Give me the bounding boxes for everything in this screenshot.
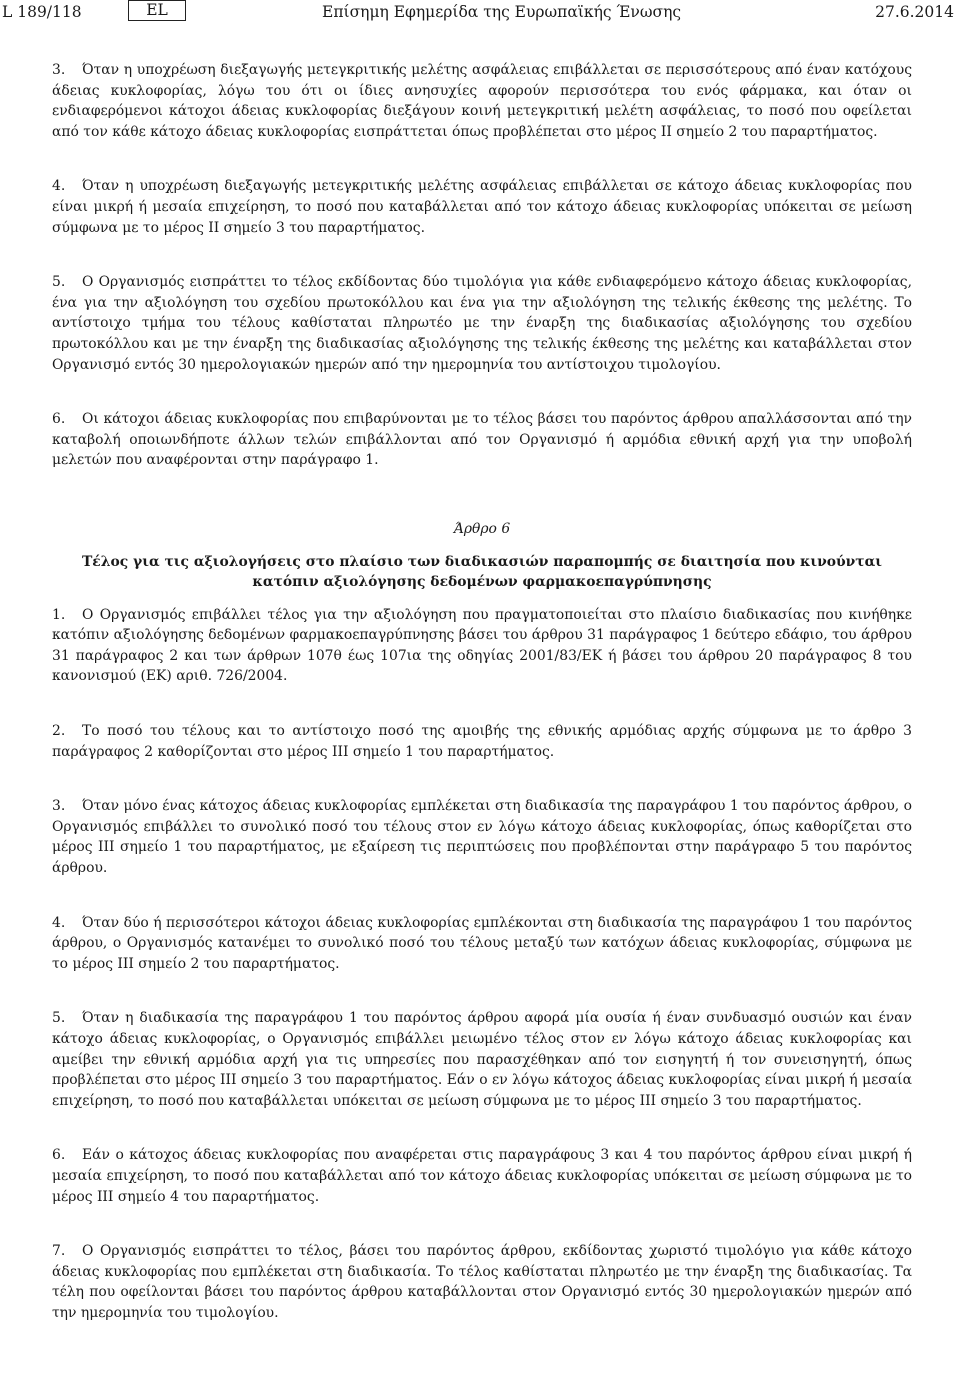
article-paragraph-4 (52, 913, 912, 975)
publication-date: 27.6.2014 (875, 3, 954, 21)
paragraph-number: 5. (52, 1010, 66, 1027)
article-paragraph-2 (52, 721, 912, 762)
journal-title: Επίσημη Εφημερίδα της Ευρωπαϊκής Ένωσης (322, 3, 682, 21)
paragraph-number: 7. (52, 1243, 66, 1260)
article-paragraph-1 (52, 605, 912, 687)
article-paragraph-3 (52, 796, 912, 878)
paragraph-number: 4. (52, 914, 66, 931)
paragraph-text: Όταν η υποχρέωση διεξαγωγής μετεγκριτικής μελέτης ασφάλειας επιβάλλεται σε περισσότερους από έναν κατόχους άδειας κυκλοφορίας, λόγω του ότι οι ίδιες ανησυχίες αφορούν περισσότερα του ενός φάρμακα, και όταν οι ενδιαφερόμενοι κάτοχοι άδειας κυκλοφορίας διεξάγουν κοινή μετεγκριτική μελέτη ασφάλειας, το ποσό που οφείλεται από τον κάθε κάτοχο άδειας κυκλοφορίας εισπράττεται όπως προβλέπεται στο μέρος II σημείο 2 του παραρτήματος. (52, 62, 912, 140)
paragraph-number: 6. (52, 411, 66, 428)
paragraph-4 (52, 176, 912, 238)
paragraph-number: 5. (52, 274, 66, 291)
paragraph-text: Όταν μόνο ένας κάτοχος άδειας κυκλοφορίας εμπλέκεται στη διαδικασία της παραγράφου 1 του παρόντος άρθρου, ο Οργανισμός επιβάλλει το συνολικό ποσό του τέλους στον εν λόγω κάτοχο άδειας κυκλοφορίας, όπως καθορίζεται στο μέρος III σημείο 1 του παραρτήματος, με εξαίρεση τις περιπτώσεις που προβλέπονται στην παράγραφο 5 του παρόντος άρθρου. (52, 798, 912, 877)
paragraph-number: 3. (52, 62, 66, 78)
page-header (0, 0, 960, 32)
paragraph-text: Όταν δύο ή περισσότεροι κάτοχοι άδειας κυκλοφορίας εμπλέκονται στη διαδικασία της παραγράφου 1 του παρόντος άρθρου, ο Οργανισμός κατανέμει το συνολικό ποσό του τέλους μεταξύ των κατόχων άδειας κυκλοφορίας, σύμφωνα με το μέρος III σημείο 2 του παραρτήματος. (52, 914, 912, 972)
document-body (52, 60, 912, 1324)
language-badge: EL (128, 0, 186, 21)
paragraph-text: Ο Οργανισμός επιβάλλει τέλος για την αξιολόγηση που πραγματοποιείται στο πλαίσιο διαδικασίας που κινήθηκε κατόπιν αξιολόγησης δεδομένων φαρμακοεπαγρύπνησης βάσει του άρθρου 31 παράγραφος 1 δεύτερο εδάφιο, του άρθρου 31 παράγραφος 2 και των άρθρων 107θ έως 107ια της οδηγίας 2001/83/ΕΚ ή βάσει του άρθρου 20 παράγραφος 8 του κανονισμού (ΕΚ) αριθ. 726/2004. (52, 606, 912, 685)
article-paragraph-5 (52, 1008, 912, 1111)
paragraph-text: Το ποσό του τέλους και το αντίστοιχο ποσό της αμοιβής της εθνικής αρμόδιας αρχής σύμφωνα με το άρθρο 3 παράγραφος 2 καθορίζονται στο μέρος III σημείο 1 του παραρτήματος. (52, 723, 912, 760)
paragraph-number: 3. (52, 798, 66, 815)
article-label: Άρθρο 6 (453, 520, 511, 537)
paragraph-text: Ο Οργανισμός εισπράττει το τέλος, βάσει του παρόντος άρθρου, εκδίδοντας χωριστό τιμολόγιο για κάθε κάτοχο άδειας κυκλοφορίας που εμπλέκεται στη διαδικασία. Το τέλος καθίσταται πληρωτέο με την έναρξη της διαδικασίας. Τα τέλη που οφείλονται βάσει του παρόντος άρθρου καταβάλλονται στον Οργανισμό εντός 30 ημερολογιακών ημερών από την ημερομηνία του τιμολογίου. (52, 1243, 912, 1321)
paragraph-text: Όταν η υποχρέωση διεξαγωγής μετεγκριτικής μελέτης ασφάλειας επιβάλλεται σε κάτοχο άδειας κυκλοφορίας που είναι μικρή ή μεσαία επιχείρηση, το ποσό που καταβάλλεται από τον κάτοχο άδειας κυκλοφορίας υπόκειται σε μείωση σύμφωνα με το μέρος II σημείο 3 του παραρτήματος. (52, 178, 912, 236)
paragraph-number: 2. (52, 723, 66, 740)
paragraph-number: 1. (52, 606, 66, 623)
paragraph-6 (52, 409, 912, 471)
page-reference: L 189/118 (2, 3, 82, 21)
paragraph-3 (52, 60, 912, 142)
article-paragraph-6 (52, 1145, 912, 1207)
article-heading: Τέλος για τις αξιολογήσεις στο πλαίσιο των διαδικασιών παραπομπής σε διαιτησία που κινούνται κατόπιν αξιολόγησης δεδομένων φαρμακοεπαγρύπνησης (81, 553, 883, 591)
paragraph-number: 6. (52, 1147, 66, 1164)
article-paragraph-7 (52, 1241, 912, 1323)
paragraph-text: Οι κάτοχοι άδειας κυκλοφορίας που επιβαρύνονται με το τέλος βάσει του παρόντος άρθρου απαλλάσσονται από την καταβολή οποιωνδήποτε άλλων τελών επιβάλλονται από τον Οργανισμό ή αρμόδια εθνική αρχή για την υποβολή μελετών που αναφέρονται στην παράγραφο 1. (52, 411, 912, 469)
paragraph-number: 4. (52, 178, 66, 195)
paragraph-text: Όταν η διαδικασία της παραγράφου 1 του παρόντος άρθρου αφορά μία ουσία ή έναν συνδυασμό ουσιών και έναν κάτοχο άδειας κυκλοφορίας, ο Οργανισμός επιβάλλει μειωμένο τέλος στον εν λόγω κάτοχο άδειας κυκλοφορίας και αμείβει την εθνική αρμόδια αρχή για τις υπηρεσίες που παρασχέθηκαν από τον εισηγητή ή τον συνεισηγητή, όπως προβλέπεται στο μέρος III σημείο 3 του παραρτήματος. Εάν ο εν λόγω κάτοχος άδειας κυκλοφορίας είναι μικρή ή μεσαία επιχείρηση, το ποσό που καταβάλλεται υπόκειται σε μείωση σύμφωνα με το μέρος III σημείο 3 του παραρτήματος. (52, 1010, 912, 1109)
paragraph-text: Εάν ο κάτοχος άδειας κυκλοφορίας που αναφέρεται στις παραγράφους 3 και 4 του παρόντος άρθρου είναι μικρή ή μεσαία επιχείρηση, το ποσό που καταβάλλεται από τον κάτοχο άδειας κυκλοφορίας υπόκειται σε μείωση σύμφωνα με το μέρος III σημείο 4 του παραρτήματος. (52, 1147, 912, 1205)
paragraph-text: Ο Οργανισμός εισπράττει το τέλος εκδίδοντας δύο τιμολόγια για κάθε ενδιαφερόμενο κάτοχο άδειας κυκλοφορίας, ένα για την αξιολόγηση του σχεδίου πρωτοκόλλου και ένα για την αξιολόγηση της τελικής έκθεσης της μελέτης. Το αντίστοιχο τμήμα του τέλους καθίσταται πληρωτέο με την έναρξη της διαδικασίας αξιολόγησης του σχεδίου πρωτοκόλλου και με την έναρξη της διαδικασίας αξιολόγησης της τελικής έκθεσης της μελέτης και καταβάλλεται στον Οργανισμό εντός 30 ημερολογιακών ημερών από την ημερομηνία του αντίστοιχου τιμολογίου. (52, 274, 912, 373)
paragraph-5 (52, 272, 912, 375)
